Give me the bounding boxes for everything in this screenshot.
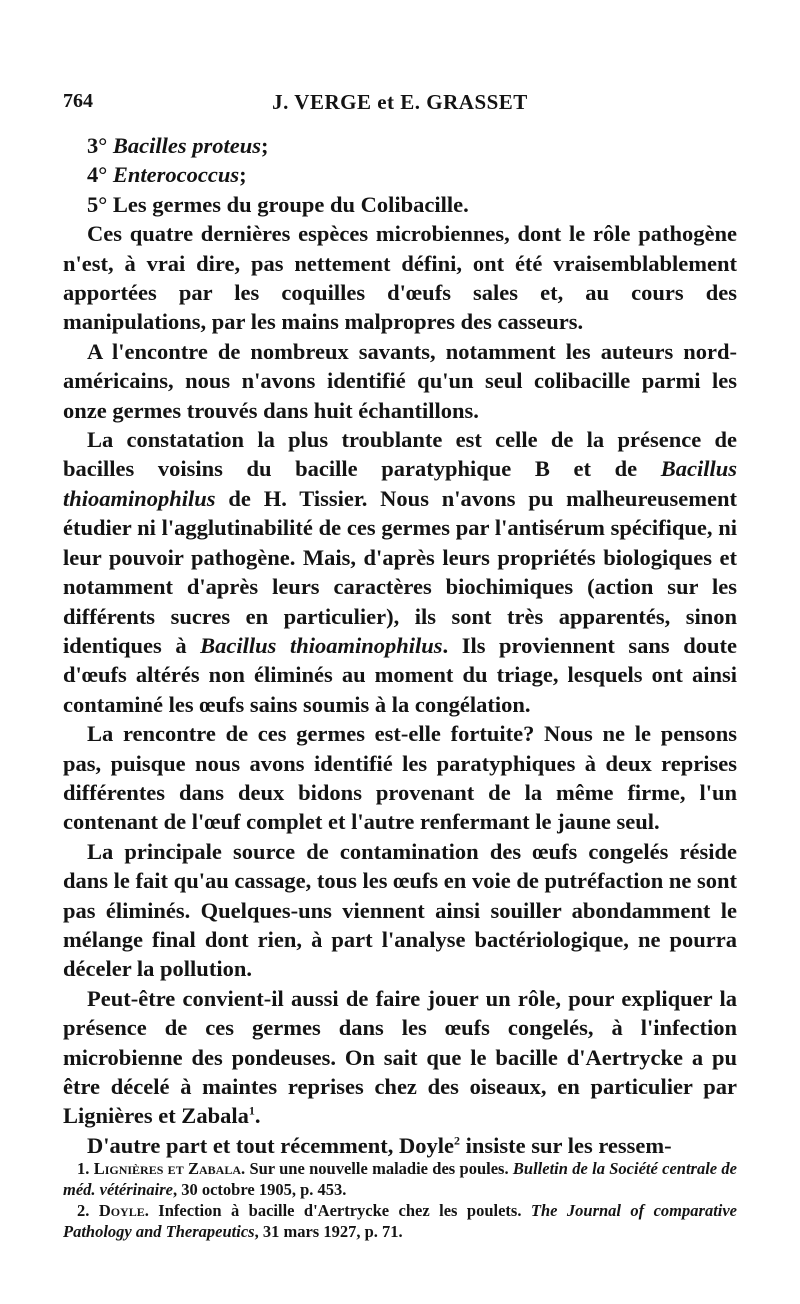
paragraph (63, 984, 737, 1131)
footnote-marker: 2. (77, 1201, 90, 1220)
page-header (63, 90, 737, 120)
list-suffix: ; (239, 162, 247, 188)
list-item (63, 190, 737, 219)
list-number: 3° (87, 133, 108, 158)
paragraph-text: insiste sur les ressem- (459, 1132, 672, 1158)
footnote-ref: 1 (248, 1103, 255, 1118)
paragraph: A l'encontre de nombreux savants, notamment les auteurs nord-américains, nous n'avons identifié qu'un seul colibacille parmi les onze germes trouvés dans huit échantillons. (63, 338, 737, 423)
footnotes (63, 1158, 737, 1242)
list-item (63, 160, 737, 189)
footnote-text: . Infection à bacille d'Aertrycke chez les poulets. (144, 1201, 531, 1220)
paragraph (63, 1131, 737, 1160)
paragraph-text: . (254, 1103, 261, 1129)
paragraph-text: de H. Tissier. Nous n'avons pu malheureusement étudier ni l'agglutinabilité de ces germes par l'antisérum spécifique, ni leur pouvoir pathogène. Mais, d'après leurs propriétés biologiques et notamment d'après leurs caractères biochimiques (action sur les différents sucres en particulier), ils sont très apparentés, sinon identiques à (63, 485, 737, 658)
footnote-journal: The Journal of comparative Pathology and Therapeutics (63, 1201, 738, 1241)
paragraph: Ces quatre dernières espèces microbiennes, dont le rôle pathogène n'est, à vrai dire, pas nettement défini, ont été vraisemblablement apportées par les coquilles d'œufs sales et, au cours des manipulations, par les mains malpropres des casseurs. (63, 221, 737, 335)
list-item (63, 131, 737, 160)
footnote-authors: Lignières et Zabala (93, 1159, 242, 1178)
list-text: Enterococcus (112, 162, 240, 188)
paragraph (63, 425, 737, 719)
footnote (63, 1200, 737, 1242)
footnote-text: , 31 mars 1927, p. 71. (254, 1222, 403, 1241)
list-text: Les germes du groupe du Colibacille. (112, 191, 469, 217)
list-text: Bacilles proteus (112, 133, 262, 158)
page-number: 764 (63, 90, 93, 112)
list-number: 5° (87, 191, 108, 217)
footnote-authors: Doyle (98, 1201, 145, 1220)
footnote-journal: Bulletin de la Société centrale de méd. vétérinaire (63, 1159, 737, 1199)
footnote-marker: 1. (77, 1159, 90, 1178)
footnote-text: . Sur une nouvelle maladie des poules. (241, 1159, 513, 1178)
running-head: J. VERGE et E. GRASSET (272, 90, 528, 114)
paragraph-text: D'autre part et tout récemment, Doyle (87, 1132, 454, 1158)
body-text (63, 131, 737, 1160)
list-suffix: ; (261, 133, 269, 158)
paragraph-text: . Ils proviennent sans doute d'œufs altérés non éliminés au moment du triage, lesquels ont ainsi contaminé les œufs sains soumis à la congélation. (63, 632, 737, 717)
species-name: Bacillus thioaminophilus (63, 456, 737, 511)
species-name: Bacillus thioaminophilus (200, 632, 443, 658)
paragraph-text: Peut-être convient-il aussi de faire jouer un rôle, pour expliquer la présence de ces germes dans les œufs congelés, à l'infection microbienne des pondeuses. On sait que le bacille d'Aertrycke a pu être décelé à maintes reprises chez des oiseaux, en particulier par Lignières et Zabala (63, 985, 737, 1129)
paragraph: La rencontre de ces germes est-elle fortuite? Nous ne le pensons pas, puisque nous avons identifié les paratyphiques à deux reprises différentes dans deux bidons provenant de la même firme, l'un contenant de l'œuf complet et l'autre renfermant le jaune seul. (63, 721, 737, 835)
paragraph: La principale source de contamination des œufs congelés réside dans le fait qu'au cassage, tous les œufs en voie de putréfaction ne sont pas éliminés. Quelques-uns viennent ainsi souiller abondamment le mélange final dont rien, à part l'analyse bactériologique, ne pourra déceler la pollution. (63, 838, 737, 982)
footnote-ref: 2 (453, 1133, 460, 1148)
footnote (63, 1158, 737, 1200)
footnote-text: , 30 octobre 1905, p. 453. (172, 1180, 347, 1199)
paragraph-text: La constatation la plus troublante est celle de la présence de bacilles voisins du bacille paratyphique B et de (63, 427, 737, 482)
list-number: 4° (87, 162, 108, 188)
